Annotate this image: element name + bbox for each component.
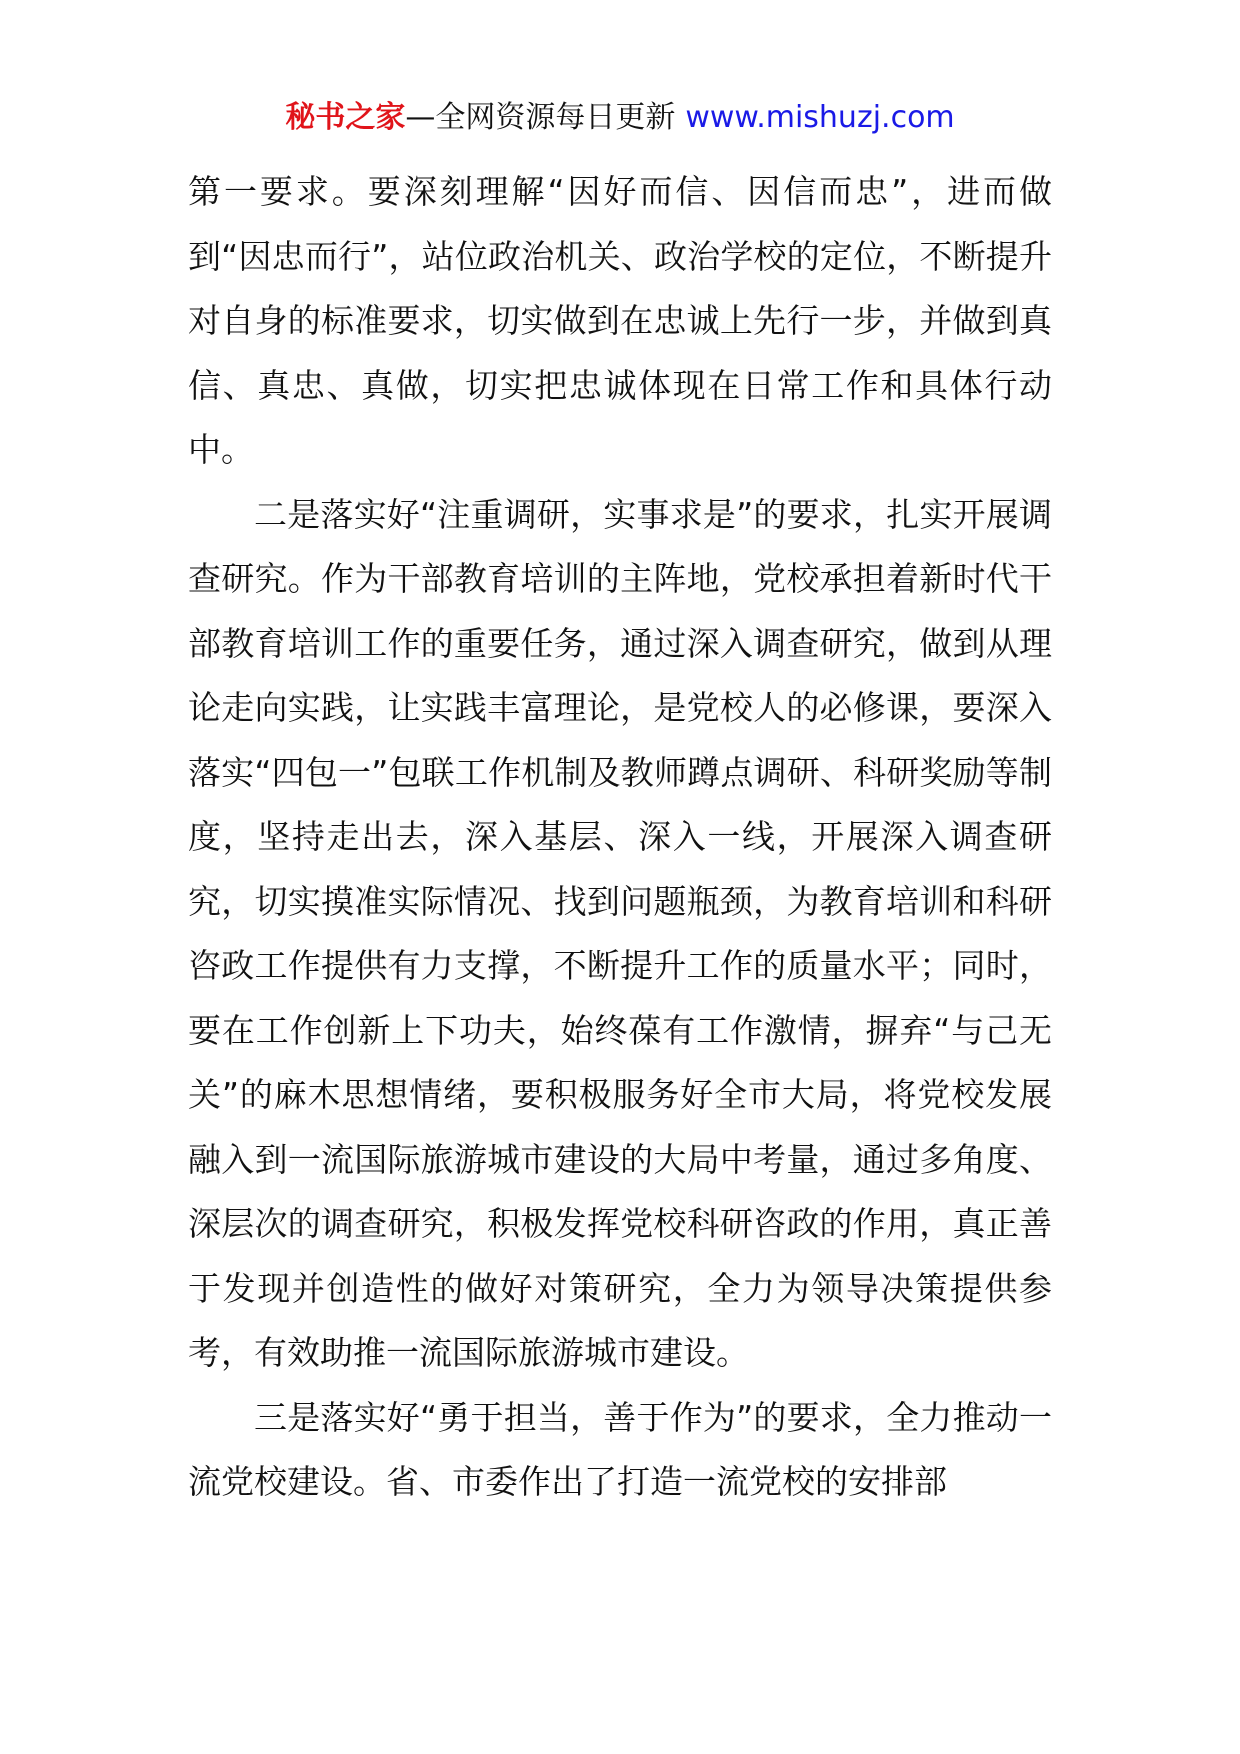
paragraph-continuation: 第一要求。要深刻理解“因好而信、因信而忠”，进而做到“因忠而行”，站位政治机关、政治学校的定位，不断提升对自身的标准要求，切实做到在忠诚上先行一步，并做到真信、真忠、真做，切实把忠诚体现在日常工作和具体行动中。 xyxy=(188,172,1052,469)
page-header xyxy=(0,98,1240,138)
paragraph-item-two: 二是落实好“注重调研，实事求是”的要求，扎实开展调查研究。作为干部教育培训的主阵地，党校承担着新时代干部教育培训工作的重要任务，通过深入调查研究，做到从理论走向实践，让实践丰富理论，是党校人的必修课，要深入落实“四包一”包联工作机制及教师蹲点调研、科研奖励等制度，坚持走出去，深入基层、深入一线，开展深入调查研究，切实摸准实际情况、找到问题瓶颈，为教育培训和科研咨政工作提供有力支撑，不断提升工作的质量水平；同时，要在工作创新上下功夫，始终葆有工作激情，摒弃“与己无关”的麻木思想情绪，要积极服务好全市大局，将党校发展融入到一流国际旅游城市建设的大局中考量，通过多角度、深层次的调查研究，积极发挥党校科研咨政的作用，真正善于发现并创造性的做好对策研究，全力为领导决策提供参考，有效助推一流国际旅游城市建设。 xyxy=(188,494,1052,1372)
header-url-link[interactable]: www.mishuzj.com xyxy=(685,100,955,135)
header-brand: 秘书之家 xyxy=(285,100,406,135)
paragraph-item-three: 三是落实好“勇于担当，善于作为”的要求，全力推动一流党校建设。省、市委作出了打造一流党校的安排部 xyxy=(188,1397,1052,1501)
document-body xyxy=(188,160,1052,1515)
header-tagline: —全网资源每日更新 xyxy=(405,100,676,135)
